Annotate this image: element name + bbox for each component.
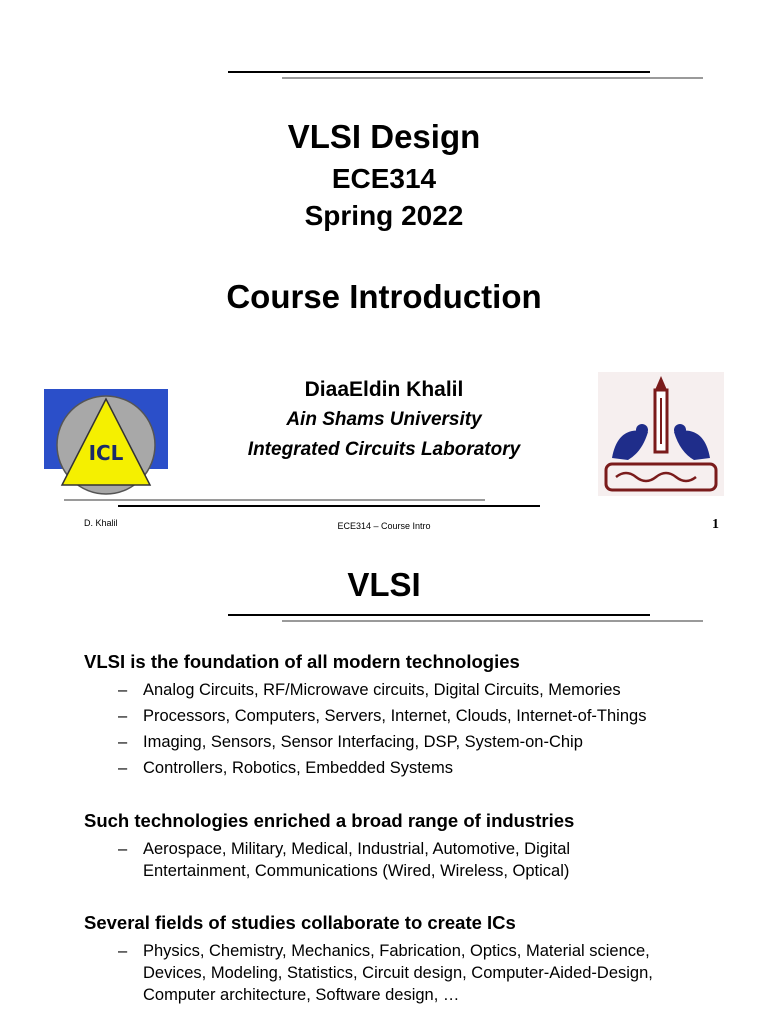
bullet-text: Analog Circuits, RF/Microwave circuits, Digital Circuits, Memories (143, 681, 621, 699)
bullet-dash: – (118, 733, 128, 751)
section-heading: VLSI is the foundation of all modern technologies (84, 651, 520, 672)
bottom-rule-gray (64, 499, 485, 501)
bullet-dash: – (118, 681, 128, 699)
university-name: Ain Shams University (286, 409, 482, 430)
slide-2-title: VLSI (347, 566, 421, 603)
course-code: ECE314 (331, 163, 437, 194)
slide-title: VLSI Design (287, 118, 481, 155)
bullet-text: Processors, Computers, Servers, Internet, Clouds, Internet-of-Things (143, 707, 647, 725)
bottom-rule-black (118, 505, 540, 507)
bullet-text: Imaging, Sensors, Sensor Interfacing, DSP, System-on-Chip (143, 733, 583, 751)
slide-2-rule-gray (282, 620, 703, 622)
bullet-dash: – (118, 840, 128, 858)
page-number: 1 (712, 517, 719, 532)
bullet-text: Physics, Chemistry, Mechanics, Fabrication, Optics, Material science, Devices, Modeling, Statistics, Circuit design, Computer-Aided-Design, Computer architecture, Software design, … (143, 942, 653, 1004)
top-rule-gray (282, 77, 703, 79)
bullet-dash: – (118, 759, 128, 777)
icl-logo-text: ICL (88, 441, 124, 465)
course-subtitle: Course Introduction (226, 278, 542, 315)
section-heading: Such technologies enriched a broad range of industries (84, 810, 575, 831)
bullet-dash: – (118, 707, 128, 725)
lab-name: Integrated Circuits Laboratory (247, 439, 521, 460)
footer-course: ECE314 – Course Intro (337, 521, 431, 531)
bullet-text: Aerospace, Military, Medical, Industrial, Automotive, Digital Entertainment, Communications (Wired, Wireless, Optical) (143, 840, 571, 880)
footer-author: D. Khalil (84, 518, 118, 528)
section-heading: Several fields of studies collaborate to create ICs (84, 912, 516, 933)
bullet-text: Controllers, Robotics, Embedded Systems (143, 759, 453, 777)
author-name: DiaaEldin Khalil (304, 378, 464, 401)
top-rule-black (228, 71, 650, 73)
slide-2-rule-black (228, 614, 650, 616)
bullet-dash: – (118, 942, 128, 960)
course-term: Spring 2022 (304, 200, 464, 231)
